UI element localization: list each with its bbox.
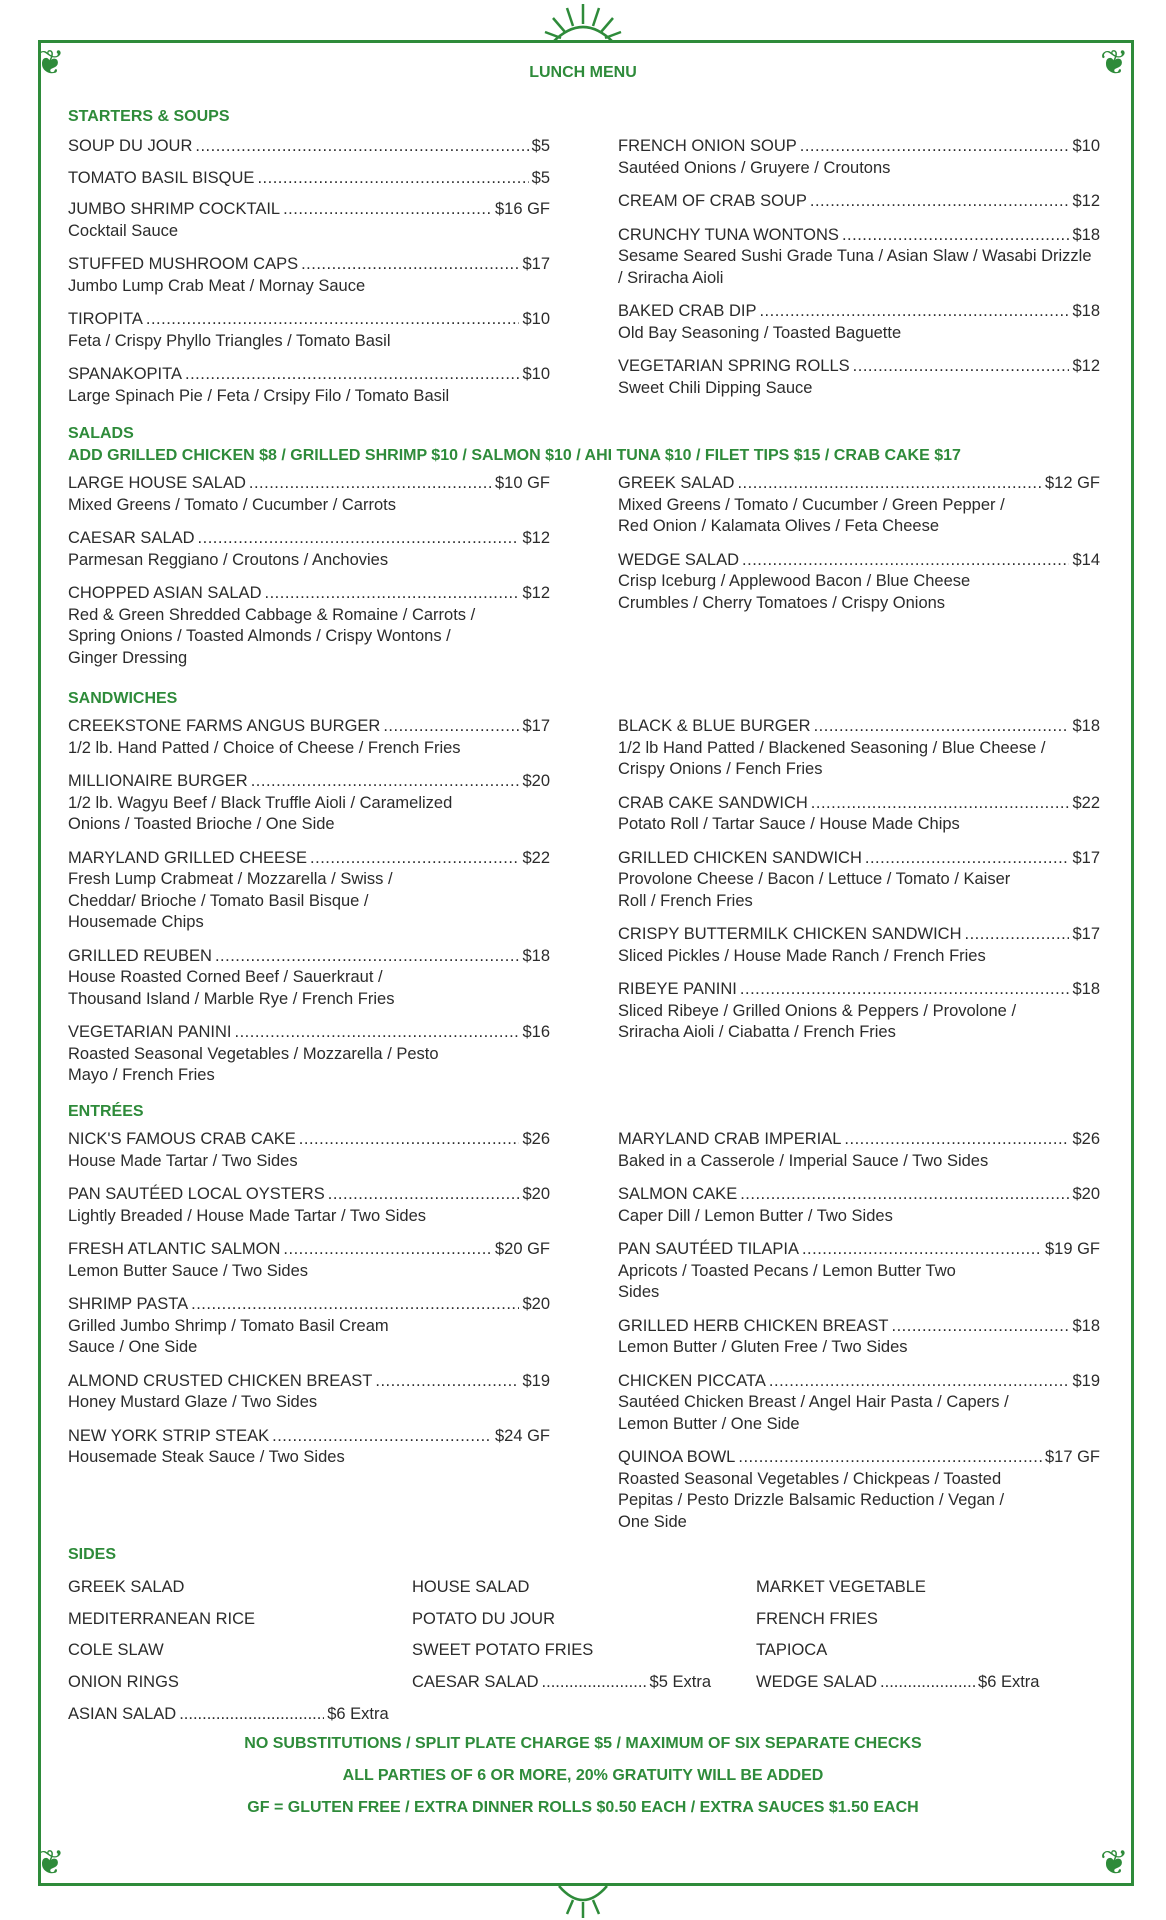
item-description: Sautéed Chicken Breast / Angel Hair Pasta / Capers / Lemon Butter / One Side (618, 1393, 1009, 1433)
item-name: GRILLED CHICKEN SANDWICH (618, 848, 862, 867)
side-price: $6 Extra (327, 1704, 389, 1723)
menu-item (68, 364, 550, 407)
item-price: $17 (1072, 925, 1100, 943)
item-price: $26 (522, 1130, 550, 1148)
menu-item (618, 191, 1100, 213)
item-name: CRAB CAKE SANDWICH (618, 793, 808, 812)
sides-grid (68, 1572, 1100, 1730)
item-description: Sautéed Onions / Gruyere / Croutons (618, 158, 891, 177)
menu-item (68, 1426, 550, 1469)
side-item (68, 1641, 412, 1660)
menu-item (618, 793, 1100, 836)
footer-note: GF = GLUTEN FREE / EXTRA DINNER ROLLS $0.50 EACH / EXTRA SAUCES $1.50 EACH (247, 1799, 919, 1816)
menu-item (68, 716, 550, 759)
item-price: $18 (1072, 302, 1100, 320)
menu-item (618, 1447, 1100, 1533)
item-price: $20 (522, 772, 550, 790)
item-name: SHRIMP PASTA (68, 1295, 189, 1313)
menu-item (618, 225, 1100, 290)
item-price: $5 (531, 137, 550, 155)
item-name: CHICKEN PICCATA (618, 1371, 766, 1390)
item-price: $19 GF (1044, 1240, 1100, 1258)
side-item (756, 1578, 1100, 1597)
menu-item (618, 136, 1100, 179)
section-heading-entrees: ENTRÉES (68, 1103, 144, 1120)
item-name: GRILLED HERB CHICKEN BREAST (618, 1316, 889, 1335)
side-price: $5 Extra (649, 1673, 711, 1692)
item-name: JUMBO SHRIMP COCKTAIL (68, 200, 281, 218)
side-name: ONION RINGS (68, 1673, 179, 1692)
item-price: $19 (1072, 1371, 1100, 1390)
side-name: ASIAN SALAD (68, 1704, 177, 1723)
item-name: CRISPY BUTTERMILK CHICKEN SANDWICH (618, 925, 962, 943)
side-name: WEDGE SALAD (756, 1673, 878, 1692)
menu-item (68, 473, 550, 516)
menu-item (618, 1239, 1100, 1304)
item-description: Old Bay Seasoning / Toasted Baguette (618, 323, 902, 342)
side-item (68, 1578, 412, 1597)
sides-row (68, 1698, 1100, 1730)
sandwiches-left-column (68, 716, 550, 1099)
item-name: LARGE HOUSE SALAD (68, 474, 246, 492)
entrees-left-column (68, 1129, 550, 1481)
menu-item (68, 583, 550, 669)
side-name: SWEET POTATO FRIES (412, 1641, 594, 1660)
salad-addons: ADD GRILLED CHICKEN $8 / GRILLED SHRIMP $10 / SALMON $10 / AHI TUNA $10 / FILET TIPS $15 / CRAB CAKE $17 (68, 447, 961, 464)
item-name: BAKED CRAB DIP (618, 302, 757, 320)
item-description: Crisp Iceburg / Applewood Bacon / Blue Cheese Crumbles / Cherry Tomatoes / Crispy Onions (618, 572, 971, 612)
side-item (412, 1673, 756, 1692)
item-name: VEGETARIAN PANINI (68, 1023, 232, 1041)
item-name: MARYLAND GRILLED CHEESE (68, 848, 308, 867)
item-price: $5 (531, 168, 550, 187)
item-name: STUFFED MUSHROOM CAPS (68, 255, 299, 273)
item-price: $16 (522, 1023, 550, 1041)
side-name: MARKET VEGETABLE (756, 1578, 926, 1597)
item-name: NEW YORK STRIP STEAK (68, 1426, 270, 1445)
item-price: $10 (522, 365, 550, 383)
menu-item (68, 136, 550, 158)
section-heading-sandwiches: SANDWICHES (68, 690, 178, 707)
item-name: CAESAR SALAD (68, 529, 195, 547)
item-description: Roasted Seasonal Vegetables / Chickpeas / Toasted Pepitas / Pesto Drizzle Balsamic Reduction / Vegan / One Side (618, 1469, 1005, 1531)
side-item (756, 1641, 1100, 1660)
vine-corner-icon: ❦ (36, 1844, 65, 1882)
item-description: Roasted Seasonal Vegetables / Mozzarella / Pesto Mayo / French Fries (68, 1044, 439, 1084)
item-name: MARYLAND CRAB IMPERIAL (618, 1130, 842, 1148)
item-name: SOUP DU JOUR (68, 137, 193, 155)
item-price: $14 (1072, 550, 1100, 569)
item-price: $17 (1072, 848, 1100, 867)
item-price: $12 (522, 584, 550, 602)
menu-item (68, 1022, 550, 1087)
item-price: $18 (1072, 225, 1100, 244)
side-name: COLE SLAW (68, 1641, 164, 1660)
item-description: 1/2 lb. Wagyu Beef / Black Truffle Aioli / Caramelized Onions / Toasted Brioche / One Side (68, 793, 453, 833)
item-name: FRESH ATLANTIC SALMON (68, 1240, 281, 1258)
item-price: $12 (1072, 357, 1100, 375)
item-description: Feta / Crispy Phyllo Triangles / Tomato Basil (68, 331, 391, 350)
item-price: $18 (1072, 980, 1100, 998)
item-price: $10 (522, 310, 550, 328)
item-description: Mixed Greens / Tomato / Cucumber / Green Pepper / Red Onion / Kalamata Olives / Feta Cheese (618, 495, 1005, 535)
item-name: CHOPPED ASIAN SALAD (68, 584, 262, 602)
menu-item (68, 771, 550, 836)
menu-item (618, 848, 1100, 913)
menu-item (618, 356, 1100, 399)
menu-item (68, 946, 550, 1011)
side-item (68, 1705, 435, 1724)
item-price: $20 (1072, 1185, 1100, 1203)
item-price: $24 GF (494, 1426, 550, 1445)
item-price: $22 (522, 848, 550, 867)
item-description: Honey Mustard Glaze / Two Sides (68, 1393, 318, 1411)
item-price: $18 (1072, 717, 1100, 735)
item-description: Fresh Lump Crabmeat / Mozzarella / Swiss / Cheddar/ Brioche / Tomato Basil Bisque / Housemade Chips (68, 870, 393, 931)
item-name: GREEK SALAD (618, 474, 735, 492)
footer-note: NO SUBSTITUTIONS / SPLIT PLATE CHARGE $5 / MAXIMUM OF SIX SEPARATE CHECKS (244, 1735, 922, 1752)
starters-left-column (68, 136, 550, 419)
item-description: Sliced Pickles / House Made Ranch / French Fries (618, 946, 986, 965)
side-name: GREEK SALAD (68, 1578, 185, 1597)
menu-item (68, 199, 550, 242)
item-price: $18 (1072, 1316, 1100, 1335)
entrees-right-column (618, 1129, 1100, 1545)
side-item (756, 1610, 1100, 1629)
item-price: $20 (522, 1185, 550, 1203)
item-name: WEDGE SALAD (618, 550, 740, 569)
menu-item (68, 848, 550, 934)
item-description: 1/2 lb. Hand Patted / Choice of Cheese / French Fries (68, 738, 461, 757)
item-name: CREAM OF CRAB SOUP (618, 192, 807, 210)
salads-right-column (618, 473, 1100, 626)
item-price: $20 (522, 1295, 550, 1313)
item-description: 1/2 lb Hand Patted / Blackened Seasoning / Blue Cheese / Crispy Onions / Fench Fries (618, 738, 1046, 778)
menu-item (618, 924, 1100, 967)
item-description: House Made Tartar / Two Sides (68, 1151, 298, 1170)
item-description: Housemade Steak Sauce / Two Sides (68, 1448, 345, 1466)
item-name: MILLIONAIRE BURGER (68, 772, 248, 790)
side-item (412, 1641, 756, 1660)
sides-row (68, 1635, 1100, 1667)
item-description: Parmesan Reggiano / Croutons / Anchovies (68, 550, 389, 569)
item-description: Cocktail Sauce (68, 221, 179, 240)
menu-item (68, 309, 550, 352)
item-description: Caper Dill / Lemon Butter / Two Sides (618, 1206, 893, 1225)
salads-left-column (68, 473, 550, 681)
starters-right-column (618, 136, 1100, 411)
menu-title: LUNCH MENU (529, 64, 637, 81)
menu-item (618, 1371, 1100, 1436)
menu-item (618, 1129, 1100, 1172)
item-price: $10 (1072, 137, 1100, 155)
side-item (756, 1673, 1100, 1692)
footer-note: ALL PARTIES OF 6 OR MORE, 20% GRATUITY WILL BE ADDED (342, 1767, 824, 1784)
item-name: RIBEYE PANINI (618, 980, 737, 998)
item-description: Lemon Butter Sauce / Two Sides (68, 1261, 308, 1280)
item-price: $12 (522, 529, 550, 547)
item-description: Baked in a Casserole / Imperial Sauce / Two Sides (618, 1151, 989, 1170)
side-name: HOUSE SALAD (412, 1578, 530, 1597)
sides-row (68, 1572, 1100, 1604)
item-name: VEGETARIAN SPRING ROLLS (618, 357, 850, 375)
item-price: $17 (522, 255, 550, 273)
item-price: $18 (522, 946, 550, 965)
item-name: GRILLED REUBEN (68, 946, 212, 965)
menu-item (68, 168, 550, 190)
item-description: Jumbo Lump Crab Meat / Mornay Sauce (68, 276, 366, 295)
item-name: SALMON CAKE (618, 1185, 738, 1203)
vine-corner-icon: ❦ (1100, 1844, 1129, 1882)
sides-row (68, 1604, 1100, 1636)
vine-corner-icon: ❦ (36, 44, 65, 82)
side-item (68, 1673, 412, 1692)
sides-row (68, 1667, 1100, 1699)
side-name: POTATO DU JOUR (412, 1609, 556, 1628)
item-name: BLACK & BLUE BURGER (618, 717, 811, 735)
item-description: Large Spinach Pie / Feta / Crsipy Filo / Tomato Basil (68, 386, 450, 405)
side-name: FRENCH FRIES (756, 1609, 878, 1628)
item-price: $12 GF (1044, 474, 1100, 492)
item-description: Sliced Ribeye / Grilled Onions & Peppers / Provolone / Sriracha Aioli / Ciabatta / French Fries (618, 1001, 1017, 1041)
side-price: $6 Extra (978, 1673, 1040, 1692)
menu-item (618, 1316, 1100, 1359)
item-description: Sweet Chili Dipping Sauce (618, 378, 813, 397)
menu-item (618, 716, 1100, 781)
menu-item (618, 979, 1100, 1044)
side-name: CAESAR SALAD (412, 1673, 539, 1692)
item-price: $12 (1072, 192, 1100, 210)
menu-item (618, 1184, 1100, 1227)
item-description: Sesame Seared Sushi Grade Tuna / Asian Slaw / Wasabi Drizzle / Sriracha Aioli (618, 247, 1092, 287)
item-name: FRENCH ONION SOUP (618, 137, 797, 155)
item-name: TOMATO BASIL BISQUE (68, 168, 255, 187)
item-price: $10 GF (494, 474, 550, 492)
item-name: SPANAKOPITA (68, 365, 183, 383)
section-heading-starters: STARTERS & SOUPS (68, 108, 230, 125)
side-item (412, 1578, 756, 1597)
item-price: $22 (1072, 793, 1100, 812)
side-name: MEDITERRANEAN RICE (68, 1609, 256, 1628)
menu-item (68, 254, 550, 297)
item-description: Grilled Jumbo Shrimp / Tomato Basil Cream Sauce / One Side (68, 1316, 389, 1356)
menu-item (68, 1294, 550, 1359)
side-item (68, 1610, 412, 1629)
item-name: CRUNCHY TUNA WONTONS (618, 225, 839, 244)
item-name: ALMOND CRUSTED CHICKEN BREAST (68, 1371, 373, 1390)
item-name: QUINOA BOWL (618, 1448, 736, 1466)
item-price: $17 (522, 717, 550, 735)
item-name: PAN SAUTÉED TILAPIA (618, 1240, 799, 1258)
sun-ornament-bottom-icon (553, 1880, 613, 1920)
sandwiches-right-column (618, 716, 1100, 1056)
item-description: Mixed Greens / Tomato / Cucumber / Carrots (68, 495, 396, 514)
vine-corner-icon: ❦ (1100, 44, 1129, 82)
menu-item (68, 1371, 550, 1414)
menu-item (68, 528, 550, 571)
item-price: $26 (1072, 1130, 1100, 1148)
menu-item (68, 1129, 550, 1172)
item-description: Potato Roll / Tartar Sauce / House Made Chips (618, 815, 960, 833)
item-description: Lightly Breaded / House Made Tartar / Two Sides (68, 1206, 427, 1225)
item-description: Red & Green Shredded Cabbage & Romaine / Carrots / Spring Onions / Toasted Almonds / Crispy Wontons / Ginger Dressing (68, 605, 476, 667)
section-heading-salads: SALADS (68, 425, 134, 442)
item-price: $19 (522, 1371, 550, 1390)
menu-item (618, 473, 1100, 538)
item-name: CREEKSTONE FARMS ANGUS BURGER (68, 717, 381, 735)
menu-item (68, 1239, 550, 1282)
item-name: NICK'S FAMOUS CRAB CAKE (68, 1130, 296, 1148)
item-price: $20 GF (494, 1240, 550, 1258)
sun-ornament-icon (543, 2, 623, 48)
item-name: PAN SAUTÉED LOCAL OYSTERS (68, 1185, 325, 1203)
side-name: TAPIOCA (756, 1641, 828, 1660)
menu-item (618, 550, 1100, 615)
menu-item (618, 301, 1100, 344)
item-description: Lemon Butter / Gluten Free / Two Sides (618, 1338, 908, 1356)
item-description: Provolone Cheese / Bacon / Lettuce / Tomato / Kaiser Roll / French Fries (618, 870, 1011, 910)
side-item (412, 1610, 756, 1629)
section-heading-sides: SIDES (68, 1546, 117, 1563)
item-price: $16 GF (494, 200, 550, 218)
item-description: Apricots / Toasted Pecans / Lemon Butter Two Sides (618, 1261, 956, 1301)
item-description: House Roasted Corned Beef / Sauerkraut / Thousand Island / Marble Rye / French Fries (68, 968, 395, 1008)
item-name: TIROPITA (68, 310, 143, 328)
menu-item (68, 1184, 550, 1227)
item-price: $17 GF (1044, 1448, 1100, 1466)
